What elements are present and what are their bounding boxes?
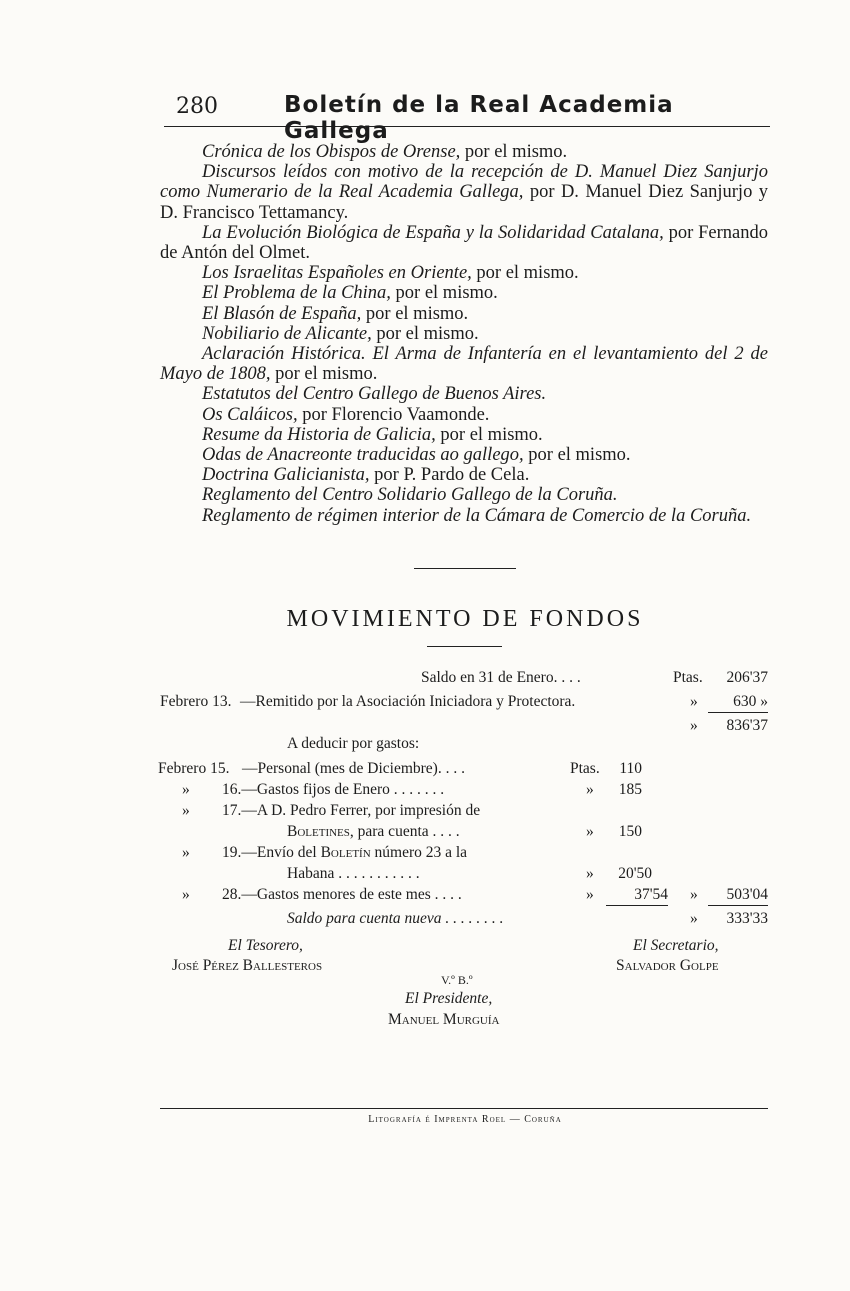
publication-author: por el mismo. [361, 303, 469, 324]
publication-author: por el mismo. [523, 445, 631, 466]
e28-total: 503'04 [708, 884, 768, 906]
visto-bueno: V.º B.º [441, 973, 473, 987]
publication-entry [160, 405, 768, 425]
saldo-ptas: Ptas. [673, 669, 703, 686]
secretario-name: Salvador Golpe [616, 957, 719, 974]
e19-mark2: » [586, 865, 594, 882]
saldo-nueva: Saldo para cuenta nueva . . . . . . . . [287, 910, 504, 927]
publication-title: Os Caláicos, [202, 404, 298, 425]
publication-author: por P. Pardo de Cela. [369, 465, 530, 486]
publication-entry [160, 506, 768, 526]
secretario-role: El Secretario, [633, 937, 719, 954]
publication-author: por Florencio Vaamonde. [297, 404, 490, 425]
e17-mark2: » [586, 823, 594, 840]
publication-author: por el mismo. [435, 424, 543, 445]
publication-author: por el mismo. [460, 142, 568, 162]
publication-title: Los Israelitas Españoles en Oriente, [202, 263, 472, 284]
publication-entry [160, 485, 768, 505]
e16-value: 185 [618, 781, 642, 798]
saldo-label: Saldo en 31 de Enero. . . . [421, 669, 581, 686]
e16-text: 16.—Gastos fijos de Enero . . . . . . . [222, 781, 445, 798]
e17-text2 [287, 821, 460, 842]
e17-para-cuenta: , para cuenta . . . . [349, 823, 460, 840]
publication-entry [160, 162, 768, 223]
publication-title: La Evolución Biológica de España y la Solidaridad Catalana, [202, 222, 664, 243]
publication-author: por Fernando de Antón del Olmet. [160, 222, 768, 264]
e15-value: 110 [619, 760, 642, 777]
publication-title: Reglamento del Centro Solidario Gallego de la Coruña. [202, 485, 618, 506]
e19-value: 20'50 [618, 865, 652, 882]
saldo-nueva-value: 333'33 [726, 910, 768, 927]
publication-title: Discursos leídos con motivo de la recepción de D. Manuel Diez Sanjurjo como Numerario de la Real Academia Gallega, [160, 162, 768, 203]
publication-title: Crónica de los Obispos de Orense, [202, 142, 461, 162]
e19-numero: número 23 a la [370, 844, 468, 861]
presidente-name: Manuel Murguía [388, 1011, 500, 1028]
publication-title: El Blasón de España, [202, 303, 362, 324]
febrero13-text: —Remitido por la Asociación Iniciadora y Protectora. [240, 693, 576, 710]
publication-entry [160, 263, 768, 283]
e28-value: 37'54 [606, 884, 668, 906]
footer-rule [160, 1108, 768, 1109]
publication-title: Resume da Historia de Galicia, [202, 424, 436, 445]
publication-entry [160, 283, 768, 303]
publication-title: Odas de Anacreonte traducidas ao gallego, [202, 445, 524, 466]
e17-boletines: Boletines [287, 823, 350, 840]
running-title: Boletín de la Real Academia Gallega [284, 92, 674, 144]
e28-mark: » [182, 886, 190, 903]
presidente-role: El Presidente, [405, 990, 493, 1007]
title-underline [427, 646, 502, 647]
febrero13-mark: » [690, 693, 698, 710]
publication-author: por D. Manuel Diez Sanjurjo y D. Francisco Tettamancy. [160, 182, 768, 223]
publication-title: Aclaración Histórica. El Arma de Infantería en el levantamiento del 2 de Mayo de 1808, [160, 344, 768, 385]
publication-entry [160, 142, 768, 162]
saldo-value: 206'37 [726, 669, 768, 686]
publication-entry [160, 445, 768, 465]
e28-mark3: » [690, 886, 698, 903]
e16-mark: » [182, 781, 190, 798]
publication-author: por el mismo. [270, 364, 378, 385]
publication-entry [160, 223, 768, 263]
tesorero-name: José Pérez Ballesteros [172, 957, 323, 974]
publication-title: Doctrina Galicianista, [202, 465, 370, 486]
publications-list [160, 142, 768, 526]
e16-mark2: » [586, 781, 594, 798]
deducir-heading: A deducir por gastos: [287, 735, 420, 752]
e15-date: Febrero 15. [158, 760, 230, 777]
printer-imprint: Litografía é Imprenta Roel — Coruña [368, 1114, 562, 1125]
subtotal-value: 836'37 [726, 717, 768, 734]
e17-value: 150 [618, 823, 642, 840]
section-title: MOVIMIENTO DE FONDOS [286, 606, 644, 632]
febrero13-date: Febrero 13. [160, 693, 232, 710]
e19-mark: » [182, 844, 190, 861]
publication-author: por el mismo. [471, 263, 579, 284]
subtotal-mark: » [690, 717, 698, 734]
e19-text1 [222, 842, 467, 863]
publication-title: Nobiliario de Alicante, [202, 323, 372, 344]
section-divider [414, 568, 516, 569]
publication-title: El Problema de la China, [202, 283, 391, 304]
publication-entry [160, 425, 768, 445]
publication-title: Estatutos del Centro Gallego de Buenos Aires. [202, 384, 547, 405]
publication-entry [160, 324, 768, 344]
publication-title: Reglamento de régimen interior de la Cámara de Comercio de la Coruña. [202, 505, 752, 526]
e28-text: 28.—Gastos menores de este mes . . . . [222, 886, 462, 903]
saldo-nueva-mark: » [690, 910, 698, 927]
publication-entry [160, 384, 768, 404]
e15-text: —Personal (mes de Diciembre). . . . [242, 760, 465, 777]
tesorero-role: El Tesorero, [228, 937, 303, 954]
publication-entry [160, 304, 768, 324]
e17-text1: 17.—A D. Pedro Ferrer, por impresión de [222, 802, 481, 819]
e19-boletin: Boletín [320, 844, 371, 861]
e19-text2: Habana . . . . . . . . . . . [287, 865, 420, 882]
e28-mark2: » [586, 886, 594, 903]
e19-envio: 19.—Envío del [222, 844, 321, 861]
e15-ptas: Ptas. [570, 760, 600, 777]
publication-entry [160, 344, 768, 384]
page-number: 280 [176, 94, 218, 119]
e17-mark: » [182, 802, 190, 819]
publication-entry [160, 465, 768, 485]
publication-author: por el mismo. [390, 283, 498, 304]
publication-author: por el mismo. [371, 323, 479, 344]
febrero13-value: 630 » [708, 691, 768, 713]
page-header [164, 92, 770, 144]
